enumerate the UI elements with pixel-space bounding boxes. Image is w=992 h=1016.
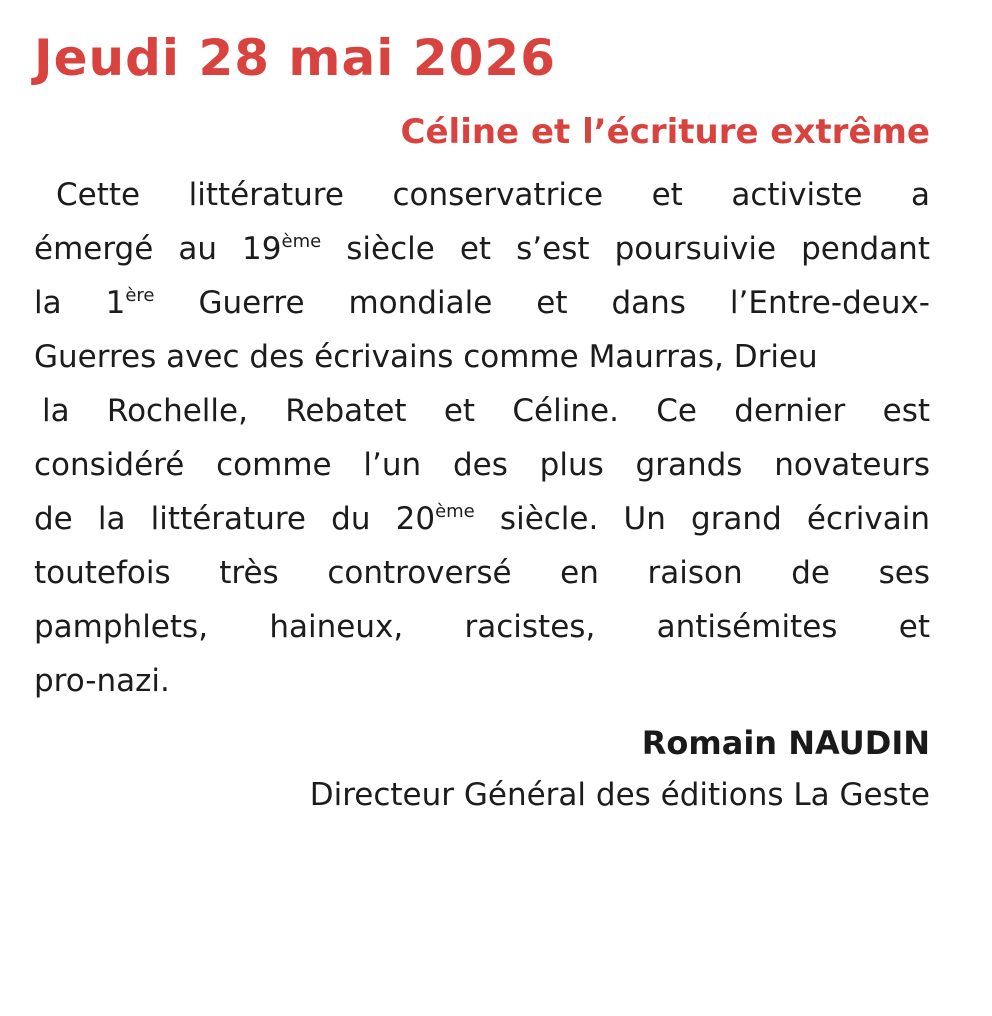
body-line-8 <box>34 546 930 600</box>
body-text: Guerres avec des écrivains comme Maurras, Drieu <box>34 339 818 375</box>
author-name: Romain NAUDIN <box>641 724 930 762</box>
body-line-7 <box>34 492 930 546</box>
body-text: émergé au 19 <box>34 231 282 267</box>
body-text: Guerre mondiale et dans l’Entre-deux- <box>154 285 930 321</box>
body-line-4 <box>34 330 930 384</box>
body-text: de la littérature du 20 <box>34 501 436 537</box>
body-text: pro-nazi. <box>34 663 170 699</box>
body-line-2 <box>34 222 930 276</box>
body-text: la 1 <box>34 285 126 321</box>
signature-block <box>34 716 930 820</box>
body-text: considéré comme l’un des plus grands novateurs <box>34 447 930 483</box>
body-line-10 <box>34 654 930 708</box>
body-text: la Rochelle, Rebatet et Céline. Ce dernier est <box>42 393 930 429</box>
event-title: Céline et l’écriture extrême <box>400 112 930 152</box>
body-line-5 <box>34 384 930 438</box>
body-text: pamphlets, haineux, racistes, antisémites et <box>34 609 930 645</box>
event-date-heading: Jeudi 28 mai 2026 <box>34 29 556 87</box>
body-text: siècle et s’est poursuivie pendant <box>321 231 930 267</box>
body-text: siècle. Un grand écrivain <box>474 501 930 537</box>
body-line-9 <box>34 600 930 654</box>
body-line-6 <box>34 438 930 492</box>
body-text: Cette littérature conservatrice et activiste a <box>56 177 930 213</box>
body-line-1 <box>34 168 930 222</box>
body-line-3 <box>34 276 930 330</box>
article <box>34 22 930 820</box>
ordinal-superscript: ème <box>281 231 322 252</box>
author-role: Directeur Général des éditions La Geste <box>309 777 930 813</box>
ordinal-superscript: ère <box>125 285 155 306</box>
body-text: toutefois très controversé en raison de ses <box>34 555 930 591</box>
article-body <box>34 168 930 708</box>
ordinal-superscript: ème <box>435 501 475 522</box>
